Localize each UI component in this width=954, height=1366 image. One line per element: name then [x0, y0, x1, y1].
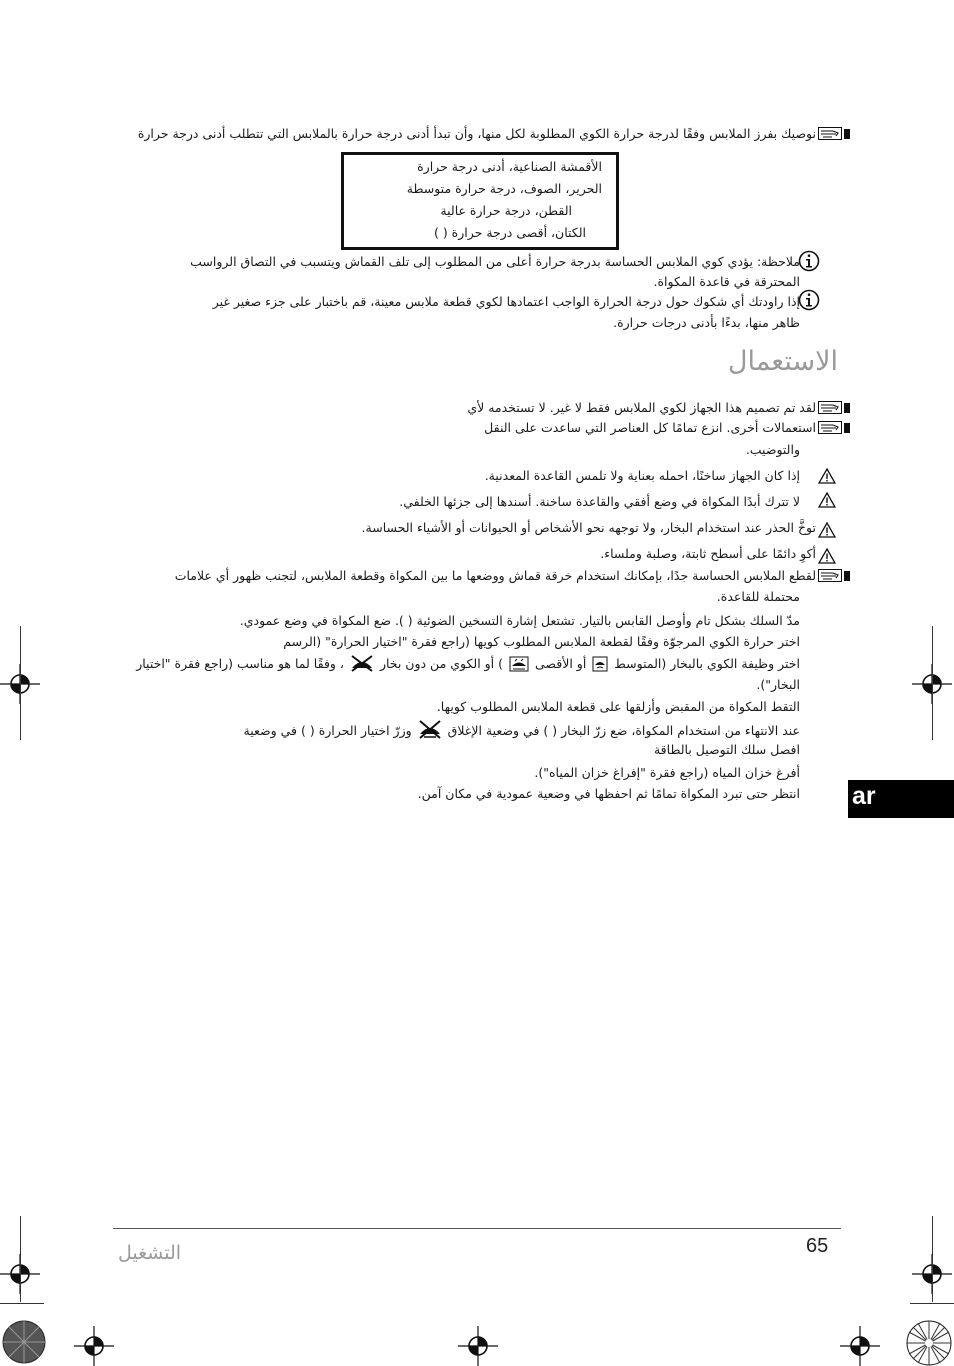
no-steam-icon — [350, 654, 374, 672]
note-line: ظاهر منها، بدءًا بأدنى درجات حرارة. — [613, 315, 800, 330]
fabric-line: الحرير، الصوف، درجة حرارة متوسطة — [406, 181, 602, 196]
step-line: افصل سلك التوصيل بالطاقة — [653, 742, 800, 757]
steam-medium-icon — [592, 656, 608, 672]
step-text: وزرّ اختيار الحرارة ( ) في وضعية — [243, 723, 412, 738]
note-line: إذا راودتك أي شكوك حول درجة الحرارة الواجب اعتمادها لكوي قطعة ملابس معينة، قم باختبار على جزء صغير غير — [212, 294, 800, 309]
calibration-disc-icon — [2, 1320, 46, 1364]
usage-line — [467, 398, 850, 418]
warning-icon — [818, 522, 836, 538]
hand-pointer-icon — [818, 127, 842, 140]
crop-line — [910, 1303, 954, 1304]
fabric-temperature-box — [341, 152, 619, 250]
step-line — [136, 654, 800, 674]
registration-crosshair-icon — [458, 1326, 498, 1366]
intro-text: نوصيك بفرز الملابس وفقًا لدرجة حرارة الكوي المطلوبة لكل منها، وأن تبدأ أدنى درجة حرارة بالملابس التي تتطلب أدنى درجة حرارة — [137, 126, 816, 141]
warning-line: توخَّ الحذر عند استخدام البخار، ولا توجهه نحو الأشخاص أو الحيوانات أو الأشياء الحساسة. — [361, 520, 816, 535]
footer-rule — [113, 1228, 841, 1229]
crop-line — [932, 1216, 933, 1302]
step-line — [244, 719, 801, 741]
bullet-square-icon — [844, 129, 850, 139]
step-line: البخار"). — [756, 677, 800, 692]
step-line: أفرغ خزان المياه (راجع فقرة "إفراغ خزان المياه"). — [534, 765, 800, 780]
steam-max-icon — [509, 656, 529, 672]
warning-icon — [818, 492, 836, 508]
step-line: انتظر حتى تبرد المكواة تمامًا ثم احفظها في وضعية عمودية في مكان آمن. — [417, 786, 800, 801]
crop-line — [20, 1216, 21, 1302]
registration-crosshair-icon — [840, 1326, 880, 1366]
usage-line: والتوضيب. — [745, 442, 800, 457]
bullet-square-icon — [844, 423, 850, 433]
delicate-text: لقطع الملابس الحساسة جدًا، بإمكانك استخدام خرقة قماش ووضعها ما بين المكواة وقطعة الملابس، لتجنب ظهور أي علامات — [174, 568, 816, 583]
language-tab — [848, 780, 954, 818]
intro-line — [138, 124, 850, 144]
info-icon — [798, 250, 820, 272]
delicate-line — [175, 566, 850, 586]
delicate-line: محتملة للقاعدة. — [716, 589, 800, 604]
step-text: أو الأقصى — [534, 656, 587, 671]
hand-pointer-icon — [818, 401, 842, 414]
bullet-square-icon — [844, 403, 850, 413]
note-line: ملاحظة: يؤدي كوي الملابس الحساسة بدرجة حرارة أعلى من المطلوب إلى تلف القماش ويتسبب في التصاق الرواسب — [190, 254, 800, 269]
hand-pointer-icon — [818, 421, 842, 434]
section-heading: الاستعمال — [727, 346, 838, 377]
crop-line — [20, 626, 21, 740]
usage-line — [484, 418, 850, 438]
step-line: اختر حرارة الكوي المرجوّة وفقًا لقطعة الملابس المطلوب كويها (راجع فقرة "اختيار الحرارة" (الرسم — [283, 634, 800, 649]
warning-icon — [818, 468, 836, 484]
step-line: التقط المكواة من المقبض وأزلقها على قطعة الملابس المطلوب كويها. — [436, 699, 800, 714]
step-text: اختر وظيفة الكوي بالبخار (المتوسط — [614, 656, 800, 671]
step-text: ، وفقًا لما هو مناسب (راجع فقرة "اختيار — [136, 656, 344, 671]
fabric-line: القطن، درجة حرارة عالية — [440, 203, 572, 218]
note-line: المحترقة في قاعدة المكواة. — [653, 274, 800, 289]
bullet-square-icon — [844, 571, 850, 581]
fabric-line: الكتان، أقصى درجة حرارة ( ) — [433, 225, 586, 240]
fabric-line: الأقمشة الصناعية، أدنى درجة حرارة — [417, 159, 602, 174]
warning-line: أكوِ دائمًا على أسطح ثابتة، وصلبة وملساء. — [600, 546, 816, 561]
warning-line: لا تترك أبدًا المكواة في وضع أفقي والقاعدة ساخنة. أسندها إلى جزئها الخلفي. — [399, 494, 800, 509]
usage-text: لقد تم تصميم هذا الجهاز لكوي الملابس فقط لا غير. لا تستخدمه لأي — [467, 400, 816, 415]
crop-line — [932, 626, 933, 740]
usage-text: استعمالات أخرى. انزع تمامًا كل العناصر التي ساعدت على النقل — [484, 420, 816, 435]
step-text: عند الانتهاء من استخدام المكواة، ضع زرّ البخار ( ) في وضعية الإغلاق — [447, 723, 800, 738]
step-text: ) أو الكوي من دون بخار — [379, 656, 504, 671]
hand-pointer-icon — [818, 569, 842, 582]
crop-line — [0, 1303, 44, 1304]
language-tab-label: ar — [852, 782, 876, 810]
registration-crosshair-icon — [74, 1326, 114, 1366]
page-number: 65 — [806, 1235, 829, 1257]
warning-line: إذا كان الجهاز ساخنًا، احمله بعناية ولا تلمس القاعدة المعدنية. — [484, 468, 800, 483]
footer-section-name: التشغيل — [118, 1242, 182, 1264]
warning-icon — [818, 548, 836, 564]
info-icon — [798, 289, 820, 311]
steam-off-icon — [418, 719, 442, 739]
calibration-disc-icon — [906, 1320, 952, 1366]
step-line: مدّ السلك بشكل تام وأوصل القابس بالتيار. تشتعل إشارة التسخين الضوئية ( ). ضع المكواة في وضع عمودي. — [239, 613, 800, 628]
